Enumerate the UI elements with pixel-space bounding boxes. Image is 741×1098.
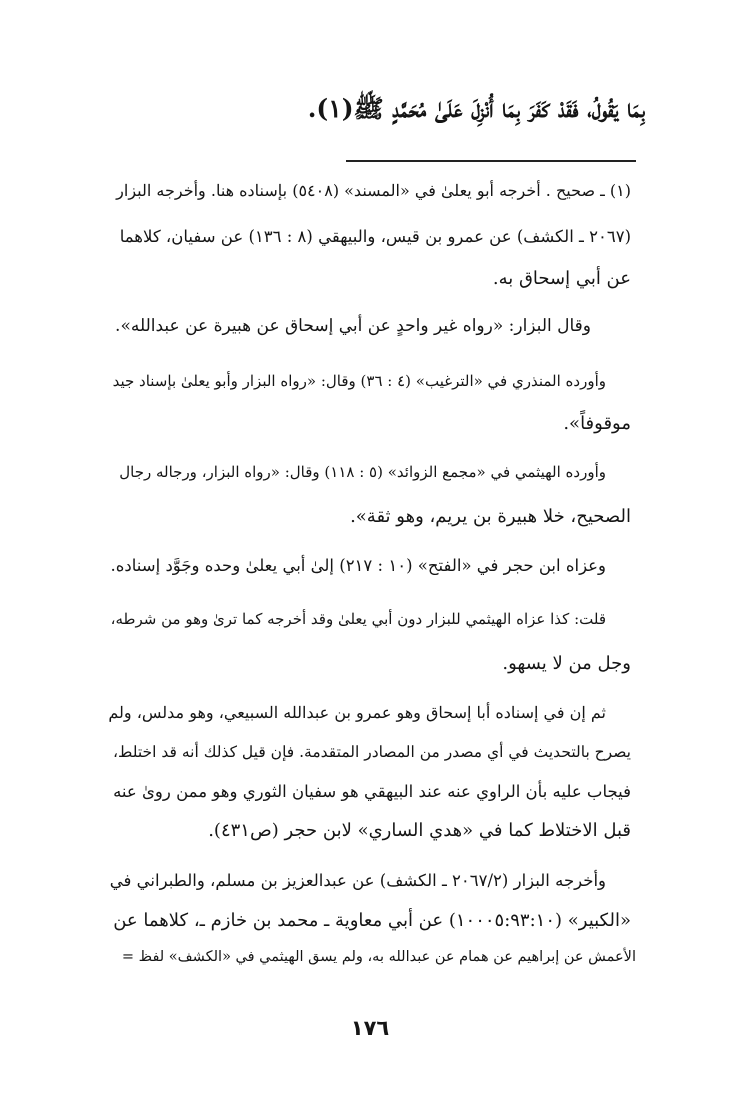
footnote-line: عن أبي إسحاق به. xyxy=(492,268,631,289)
footnote-line: وقال البزار: «رواه غير واحدٍ عن أبي إسحاق عن هبيرة عن عبدالله». xyxy=(115,316,591,336)
footnote-line: موقوفاً». xyxy=(563,413,631,434)
footnote-line: يصرح بالتحديث في أي مصدر من المصادر المتقدمة. فإن قيل كذلك أنه قد اختلط، xyxy=(113,743,631,761)
footnote-line: وعزاه ابن حجر في «الفتح» (١٠ : ٢١٧) إلىٰ أبي يعلىٰ وحده وجَوَّد إسناده. xyxy=(110,556,606,575)
footnote-line: قلت: كذا عزاه الهيثمي للبزار دون أبي يعلىٰ وقد أخرجه كما ترىٰ وهو من شرطه، xyxy=(110,610,606,628)
footnote-line: (١) ـ صحيح . أخرجه أبو يعلىٰ في «المسند» (٥٤٠٨) بإسناده هنا. وأخرجه البزار xyxy=(116,181,631,200)
page-number: ١٧٦ xyxy=(350,1016,390,1040)
footnote-line: (٢٠٦٧ ـ الكشف) عن عمرو بن قيس، والبيهقي (٨ : ١٣٦) عن سفيان، كلاهما xyxy=(119,227,631,246)
footnote-line: وأورده الهيثمي في «مجمع الزوائد» (٥ : ١١٨) وقال: «رواه البزار، ورجاله رجال xyxy=(119,463,606,481)
footnote-line: قبل الاختلاط كما في «هدي الساري» لابن حجر (ص٤٣١). xyxy=(208,820,631,841)
footnote-line: وأخرجه البزار (٢٠٦٧/٢ ـ الكشف) عن عبدالعزيز بن مسلم، والطبراني في xyxy=(109,871,606,890)
footnote-line: وجل من لا يسهو. xyxy=(502,653,631,674)
footnote-line: ثم إن في إسناده أبا إسحاق وهو عمرو بن عبدالله السبيعي، وهو مدلس، ولم xyxy=(108,703,606,722)
footnote-line: فيجاب عليه بأن الراوي عنه عند البيهقي هو سفيان الثوري وهو ممن روىٰ عنه xyxy=(113,782,631,801)
main-text-line: بِمَا يَقُولُ، فَقَدْ كَفَرَ بِمَا أُنْزِلَ عَلَىٰ مُحَمَّدٍ ﷺ(١). xyxy=(307,94,645,123)
footnote-line: الأعمش عن إبراهيم عن همام عن عبدالله به، ولم يسق الهيثمي في «الكشف» لفظ = xyxy=(121,949,636,965)
footnote-line: «الكبير» (١٠٠٠٥:٩٣:١٠) عن أبي معاوية ـ محمد بن خازم ـ، كلاهما عن xyxy=(113,910,631,931)
footnote-separator xyxy=(346,160,636,162)
footnote-line: وأورده المنذري في «الترغيب» (٤ : ٣٦) وقال: «رواه البزار وأبو يعلىٰ بإسناد جيد xyxy=(112,372,606,390)
footnote-line: الصحيح، خلا هبيرة بن يريم، وهو ثقة». xyxy=(350,506,631,527)
